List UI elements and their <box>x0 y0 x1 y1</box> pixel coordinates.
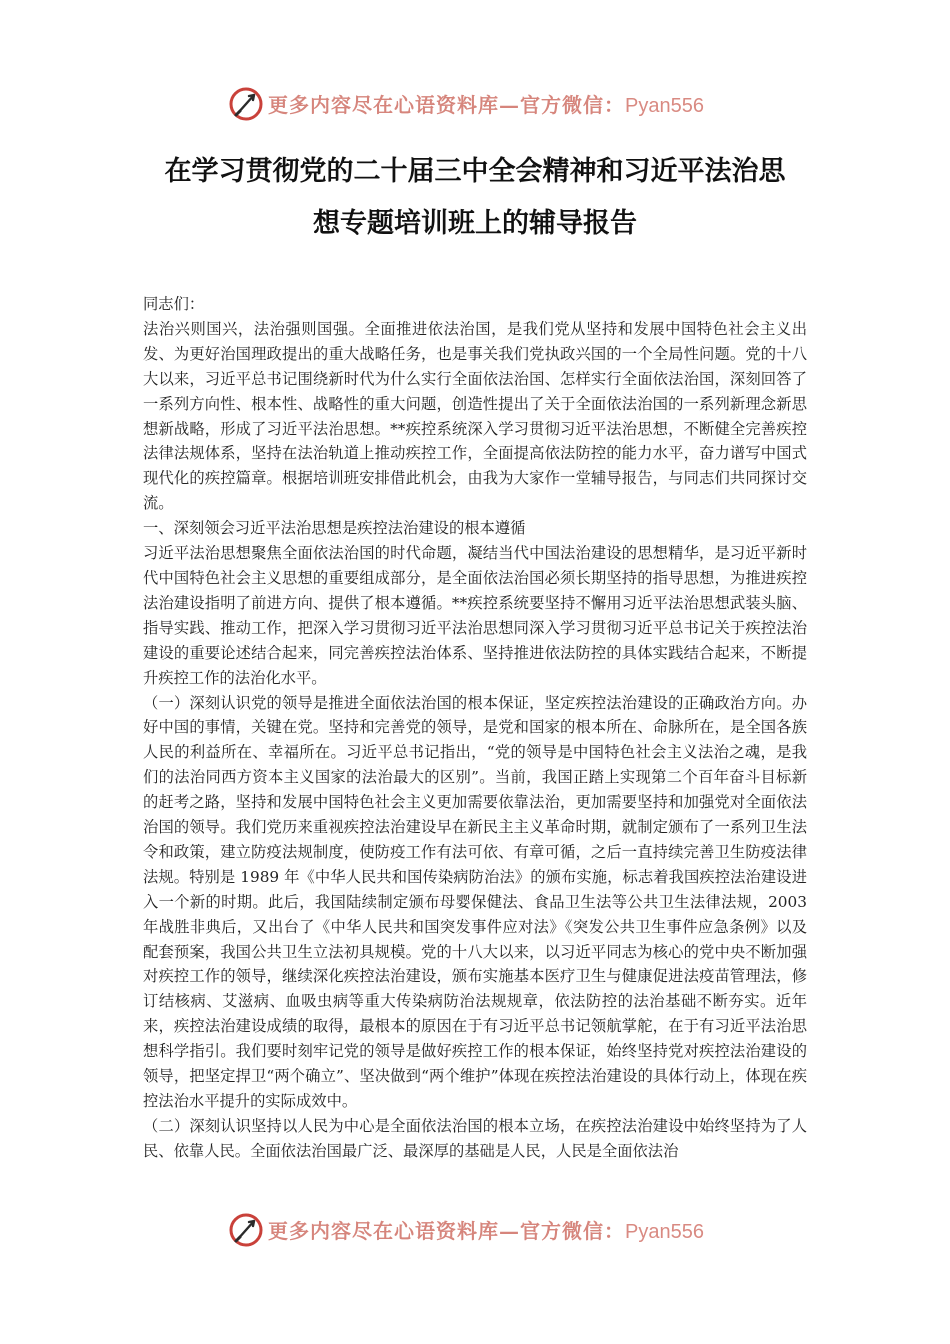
paragraph: （二）深刻认识坚持以人民为中心是全面依法治国的根本立场，在疾控法治建设中始终坚持为了人民、依靠人民。全面依法治国最广泛、最深厚的基础是人民，人民是全面依法治 <box>143 1116 807 1160</box>
banner-text: 更多内容尽在心语资料库—官方微信：Pyan556 <box>268 93 704 117</box>
document-title <box>120 146 830 250</box>
quill-logo-icon <box>228 86 264 122</box>
wechat-id: Pyan556 <box>625 1221 704 1243</box>
salutation: 同志们： <box>143 295 205 313</box>
header-watermark-banner <box>0 82 950 126</box>
section-heading: 一、深刻领会习近平法治思想是疾控法治建设的根本遵循 <box>143 519 526 538</box>
banner-text: 更多内容尽在心语资料库—官方微信：Pyan556 <box>268 1219 704 1243</box>
paragraph: 法治兴则国兴，法治强则国强。全面推进依法治国，是我们党从坚持和发展中国特色社会主义出发、为更好治国理政提出的重大战略任务，也是事关我们党执政兴国的一个全局性问题。党的十八大以来，习近平总书记围绕新时代为什么实行全面依法治国、怎样实行全面依法治国，深刻回答了一系列方向性、根本性、战略性的重大问题，创造性提出了关于全面依法治国的一系列新理念新思想新战略，形成了习近平法治思想。**疾控系统深入学习贯彻习近平法治思想，不断健全完善疾控法律法规体系，坚持在法治轨道上推动疾控工作，全面提高依法防控的能力水平，奋力谱写中国式现代化的疾控篇章。根据培训班安排借此机会，由我为大家作一堂辅导报告，与同志们共同探讨交流。 <box>143 319 807 513</box>
document-body <box>143 292 807 1164</box>
title-line-1: 在学习贯彻党的二十届三中全会精神和习近平法治思 <box>164 156 786 187</box>
title-line-2: 想专题培训班上的辅导报告 <box>313 208 637 239</box>
quill-logo-icon <box>228 1212 264 1248</box>
paragraph: （一）深刻认识党的领导是推进全面依法治国的根本保证，坚定疾控法治建设的正确政治方向。办好中国的事情，关键在党。坚持和完善党的领导，是党和国家的根本所在、命脉所在，是全国各族人民的利益所在、幸福所在。习近平总书记指出，“党的领导是中国特色社会主义法治之魂，是我们的法治同西方资本主义国家的法治最大的区别”。当前，我国正踏上实现第二个百年奋斗目标新的赶考之路，坚持和发展中国特色社会主义更加需要依靠法治，更加需要坚持和加强党对全面依法治国的领导。我们党历来重视疾控法治建设早在新民主主义革命时期，就制定颁布了一系列卫生法令和政策，建立防疫法规制度，使防疫工作有法可依、有章可循，之后一直持续完善卫生防疫法律法规。特别是 1989 年《中华人民共和国传染病防治法》的颁布实施，标志着我国疾控法治建设进入一个新的时期。此后，我国陆续制定颁布母婴保健法、食品卫生法等公共卫生法律法规，2003 年战胜非典后，又出台了《中华人民共和国突发事件应对法》《突发公共卫生事件应急条例》以及配套预案，我国公共卫生立法初具规模。党的十八大以来，以习近平同志为核心的党中央不断加强对疾控工作的领导，继续深化疾控法治建设，颁布实施基本医疗卫生与健康促进法疫苗管理法，修订结核病、艾滋病、血吸虫病等重大传染病防治法规规章，依法防控的法治基础不断夯实。近年来，疾控法治建设成绩的取得，最根本的原因在于有习近平总书记领航掌舵，在于有习近平法治思想科学指引。我们要时刻牢记党的领导是做好疾控工作的根本保证，始终坚持党对疾控法治建设的领导，把坚定捍卫“两个确立”、坚决做到“两个维护”体现在疾控法治建设的具体行动上，体现在疾控法治水平提升的实际成效中。 <box>143 693 807 1110</box>
wechat-id: Pyan556 <box>625 95 704 117</box>
footer-watermark-banner <box>0 1208 950 1252</box>
paragraph: 习近平法治思想聚焦全面依法治国的时代命题，凝结当代中国法治建设的思想精华，是习近平新时代中国特色社会主义思想的重要组成部分，是全面依法治国必须长期坚持的指导思想，为推进疾控法治建设指明了前进方向、提供了根本遵循。**疾控系统要坚持不懈用习近平法治思想武装头脑、指导实践、推动工作，把深入学习贯彻习近平法治思想同深入学习贯彻习近平总书记关于疾控法治建设的重要论述结合起来，同完善疾控法治体系、坚持推进依法防控的具体实践结合起来，不断提升疾控工作的法治化水平。 <box>143 544 807 687</box>
